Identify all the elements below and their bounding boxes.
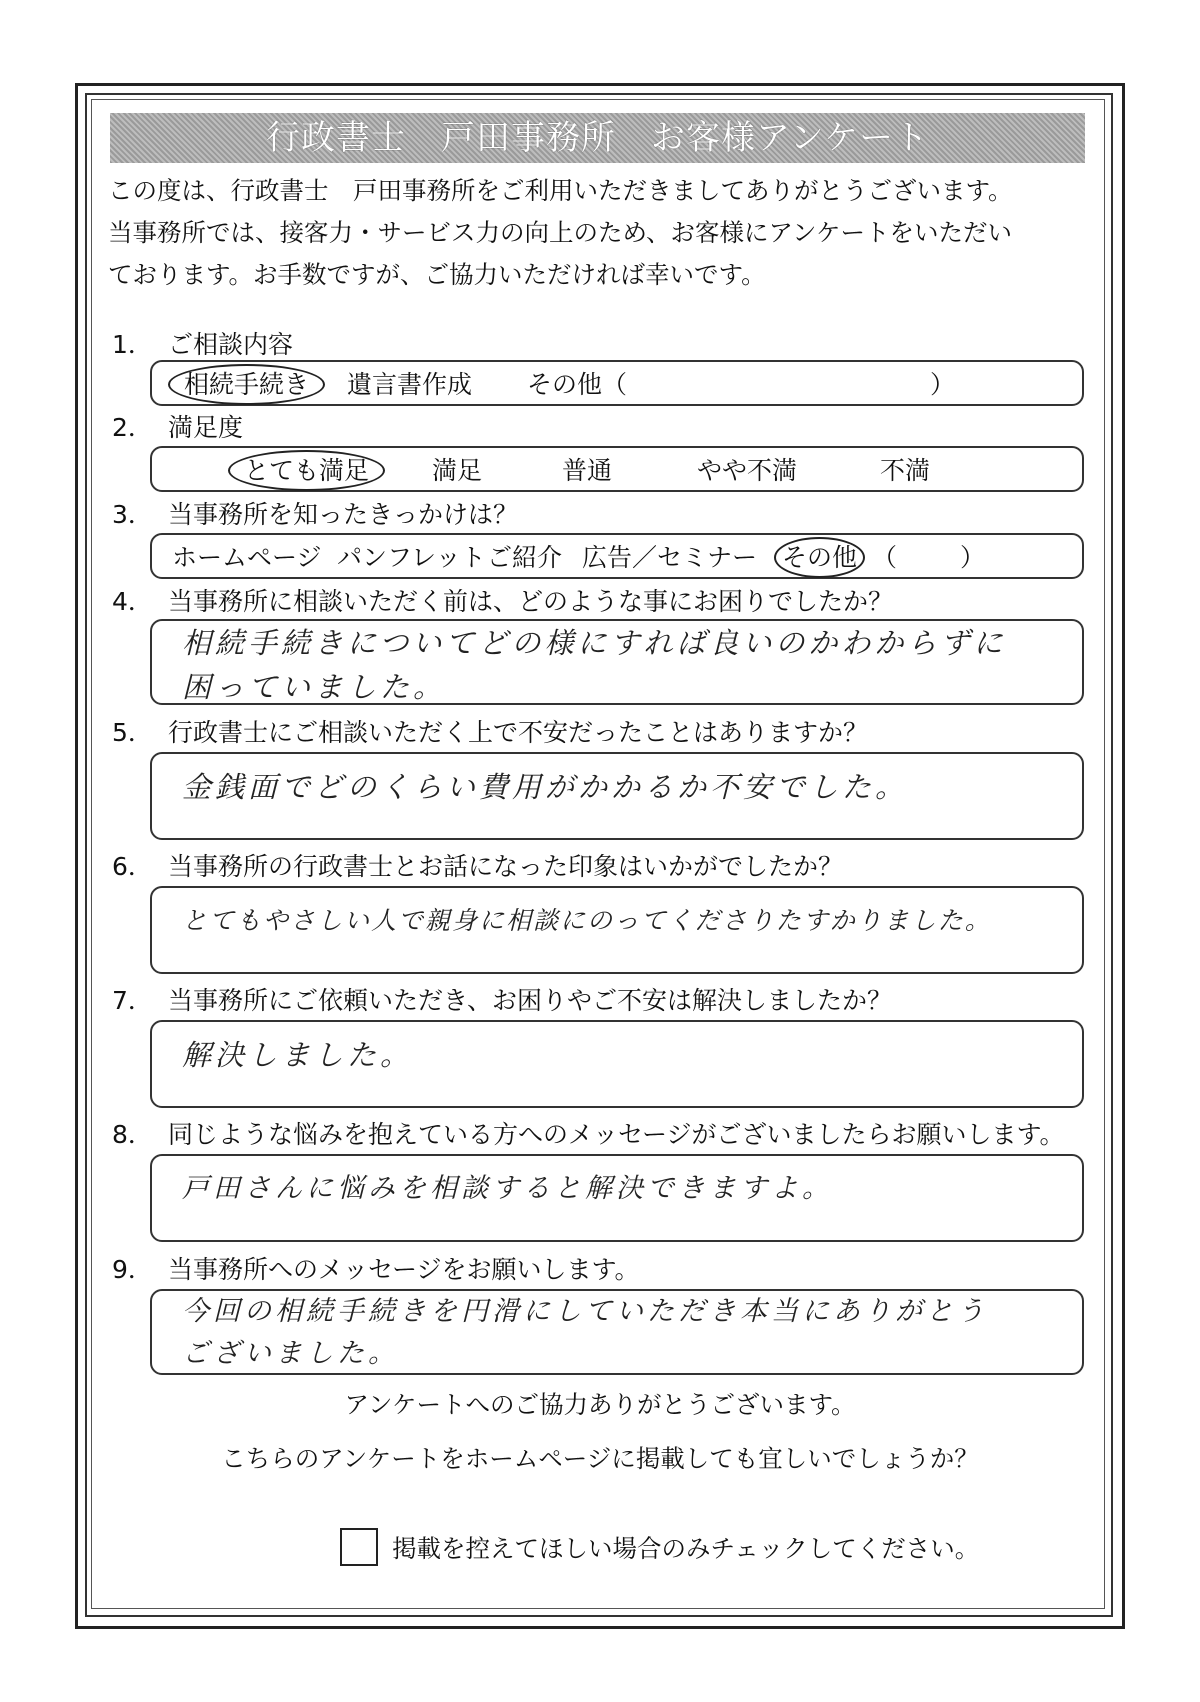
checkbox-label: 掲載を控えてほしい場合のみチェックしてください。: [392, 1534, 980, 1563]
option-ad-seminar[interactable]: 広告／セミナー: [582, 543, 758, 572]
footer-thanks: アンケートへのご協力ありがとうございます。: [344, 1390, 856, 1419]
question-text: 満足度: [168, 413, 244, 442]
question-4-label: [112, 582, 893, 618]
question-7-answer-box: [150, 1020, 1084, 1108]
question-1-label: [112, 325, 293, 361]
question-number: 5．: [112, 718, 153, 747]
question-4-answer-box: [150, 619, 1084, 705]
option-other-close: ）: [930, 370, 956, 399]
option-other-close: ）: [960, 543, 986, 572]
question-1-options: [150, 360, 1084, 406]
question-text: 当事務所に相談いただく前は、どのような事にお困りでしたか？: [168, 587, 894, 616]
question-text: 当事務所を知ったきっかけは？: [168, 500, 519, 529]
handwritten-answer: [182, 1291, 1062, 1375]
answer-line: 戸田さんに悩みを相談すると解決できますよ。: [182, 1173, 833, 1204]
footer-publish-question: こちらのアンケートをホームページに掲載しても宜しいでしょうか？: [221, 1444, 979, 1473]
intro-line: ております。お手数ですが、ご協力いただければ幸いです。: [108, 260, 766, 289]
answer-line: とてもやさしい人で親身に相談にのってくださりたすかりました。: [182, 906, 992, 935]
survey-title: 行政書士 戸田事務所 お客様アンケート: [110, 113, 1085, 163]
question-5-answer-box: [150, 752, 1084, 840]
handwritten-answer: [182, 1164, 1062, 1214]
option-referral[interactable]: ご紹介: [487, 543, 563, 572]
option-pamphlet[interactable]: パンフレット: [337, 543, 486, 572]
answer-line: 困っていました。: [182, 670, 447, 704]
selected-circle: とても満足: [228, 450, 385, 491]
option-other[interactable]: [782, 538, 865, 574]
question-6-answer-box: [150, 886, 1084, 974]
question-text: 当事務所の行政書士とお話になった印象はいかがでしたか？: [168, 852, 844, 881]
option-somewhat-dissatisfied[interactable]: やや不満: [697, 456, 798, 485]
question-text: 行政書士にご相談いただく上で不安だったことはありますか？: [168, 718, 869, 747]
answer-line: 今回の相続手続きを円滑にしていただき本当にありがとう: [182, 1296, 988, 1327]
option-inheritance[interactable]: [184, 365, 325, 401]
option-will[interactable]: 遺言書作成: [347, 370, 473, 399]
question-6-label: [112, 847, 843, 883]
question-text: ご相談内容: [168, 330, 294, 359]
opt-out-checkbox[interactable]: [340, 1528, 378, 1566]
option-homepage[interactable]: ホームページ: [172, 543, 322, 572]
handwritten-answer: [182, 762, 1062, 812]
handwritten-answer: [182, 621, 1062, 709]
handwritten-answer: [182, 1030, 1062, 1080]
question-2-options: [150, 446, 1084, 492]
question-text: 当事務所にご依頼いただき、お困りやご不安は解決しましたか？: [168, 986, 893, 1015]
option-other[interactable]: その他（: [527, 370, 628, 399]
question-9-label: [112, 1250, 640, 1286]
question-number: 2．: [112, 413, 153, 442]
answer-line: 金銭面でどのくらい費用がかかるか不安でした。: [182, 770, 909, 804]
question-text: 同じような悩みを抱えている方へのメッセージがございましたらお願いします。: [168, 1120, 1065, 1149]
answer-line: 解決しました。: [182, 1038, 414, 1072]
selected-circle: 相続手続き: [168, 364, 325, 405]
question-7-label: [112, 981, 892, 1017]
option-very-satisfied[interactable]: [244, 451, 385, 487]
intro-line: 当事務所では、接客力・サービス力の向上のため、お客様にアンケートをいただい: [108, 218, 1013, 247]
question-5-label: [112, 713, 868, 749]
question-text: 当事務所へのメッセージをお願いします。: [168, 1255, 640, 1284]
question-number: 3．: [112, 500, 153, 529]
question-number: 6．: [112, 852, 153, 881]
selected-circle: その他: [774, 537, 865, 578]
intro-line: この度は、行政書士 戸田事務所をご利用いただきましてありがとうございます。: [108, 176, 1013, 205]
option-neutral[interactable]: 普通: [562, 456, 613, 485]
question-9-answer-box: [150, 1289, 1084, 1375]
answer-line: 相続手続きについてどの様にすれば良いのかわからずに: [182, 626, 1007, 660]
question-3-label: [112, 495, 518, 531]
question-8-label: [112, 1115, 1065, 1151]
question-3-options: [150, 533, 1084, 579]
option-other-open: （: [872, 543, 898, 572]
option-satisfied[interactable]: 満足: [432, 456, 483, 485]
question-number: 9．: [112, 1255, 153, 1284]
question-8-answer-box: [150, 1154, 1084, 1242]
handwritten-answer: [182, 896, 1062, 946]
intro-text: [108, 170, 1098, 296]
answer-line: ございました。: [182, 1338, 399, 1369]
question-number: 8．: [112, 1120, 153, 1149]
option-dissatisfied[interactable]: 不満: [880, 456, 931, 485]
question-number: 4．: [112, 587, 153, 616]
question-number: 1．: [112, 330, 153, 359]
question-2-label: [112, 408, 243, 444]
question-number: 7．: [112, 986, 153, 1015]
